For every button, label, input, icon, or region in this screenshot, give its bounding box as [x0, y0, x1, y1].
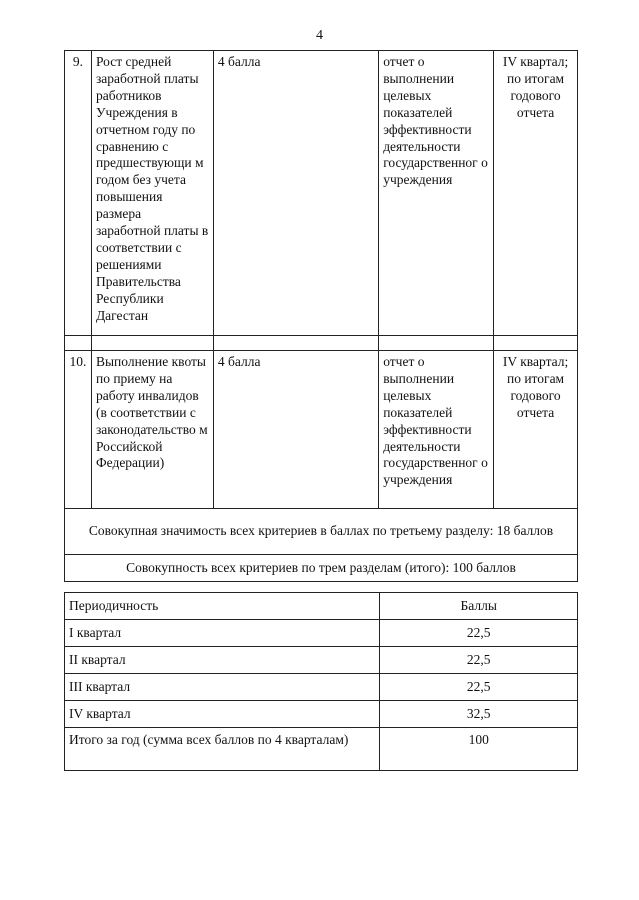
table-row [65, 620, 578, 647]
grand-total-row [65, 555, 578, 582]
table-row [65, 647, 578, 674]
page-number: 4 [316, 28, 323, 43]
criterion-number: 9. [65, 51, 92, 336]
periodicity-header: Периодичность [65, 593, 380, 620]
table-row [65, 51, 578, 336]
table-row-spacer [65, 336, 578, 351]
period-label: II квартал [65, 647, 380, 674]
period-points: 22,5 [380, 647, 578, 674]
period-label: III квартал [65, 674, 380, 701]
grand-total-text: Совокупность всех критериев по трем разделам (итого): 100 баллов [65, 555, 578, 582]
criterion-points: 4 балла [213, 51, 378, 336]
criterion-name: Выполнение квоты по приему на работу инвалидов (в соответствии с законодательство м Российской Федерации) [91, 351, 213, 509]
periodicity-header-row [65, 593, 578, 620]
period-points: 22,5 [380, 620, 578, 647]
criteria-table [64, 50, 578, 582]
criterion-period: IV квартал; по итогам годового отчета [494, 351, 578, 509]
section-total-row [65, 509, 578, 555]
periodicity-table [64, 592, 578, 771]
criterion-period: IV квартал; по итогам годового отчета [494, 51, 578, 336]
table-row [65, 701, 578, 728]
section-total-text: Совокупная значимость всех критериев в баллах по третьему разделу: 18 баллов [65, 509, 578, 555]
criterion-source: отчет о выполнении целевых показателей эффективности деятельности государственног о учреждения [379, 51, 494, 336]
period-label: Итого за год (сумма всех баллов по 4 кварталам) [65, 728, 380, 771]
table-row-total [65, 728, 578, 771]
period-points: 100 [380, 728, 578, 771]
criterion-points: 4 балла [213, 351, 378, 509]
criterion-name: Рост средней заработной платы работников Учреждения в отчетном году по сравнению с предшествующи м годом без учета повышения размера заработной платы в соответствии с решениями Правительства Республики Дагестан [91, 51, 213, 336]
period-points: 32,5 [380, 701, 578, 728]
criterion-number: 10. [65, 351, 92, 509]
period-points: 22,5 [380, 674, 578, 701]
criterion-source: отчет о выполнении целевых показателей эффективности деятельности государственног о учреждения [379, 351, 494, 509]
table-row [65, 674, 578, 701]
table-row [65, 351, 578, 509]
period-label: I квартал [65, 620, 380, 647]
period-label: IV квартал [65, 701, 380, 728]
points-header: Баллы [380, 593, 578, 620]
